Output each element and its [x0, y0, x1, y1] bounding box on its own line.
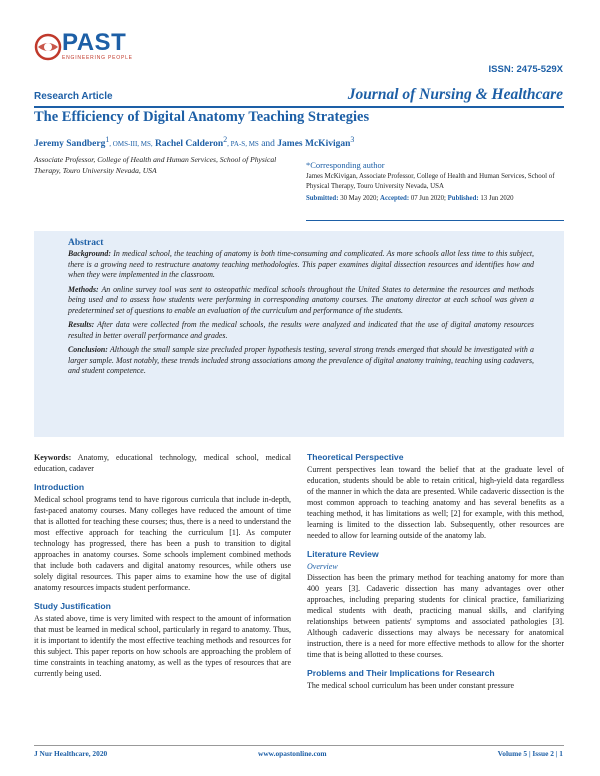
publication-dates: Submitted: 30 May 2020; Accepted: 07 Jun 2020; Published: 13 Jun 2020	[306, 195, 514, 202]
correspondence-rule	[306, 220, 564, 221]
left-column	[34, 452, 291, 687]
author-name: Jeremy Sandberg	[34, 139, 106, 150]
introduction-heading: Introduction	[34, 482, 85, 492]
header-rule	[34, 106, 564, 108]
author-credentials: , PA-S, MS	[227, 140, 259, 149]
author-credentials: , OMS-III, MS,	[109, 140, 153, 149]
abstract-box	[34, 231, 564, 437]
article-type: Research Article	[34, 91, 113, 102]
problems-heading: Problems and Their Implications for Research	[307, 668, 495, 678]
problems-text: The medical school curriculum has been under constant pressure	[307, 681, 515, 690]
study-justification-heading: Study Justification	[34, 601, 111, 611]
abstract-results: Results: After data were collected from the medical schools, the results were analyzed and indicated that the use of digital anatomy resources resulted in better overall performance and grades.	[68, 320, 534, 340]
abstract-background: Background: In medical school, the teaching of anatomy is both time-consuming and complicated. As more schools allot less time to this subject, there is a growing need to restructure anatomy teaching methodologies. This paper examines digital dissection resources and identifies how and when they were implemented in the classroom.	[68, 249, 535, 279]
abstract-heading: Abstract	[68, 238, 104, 248]
introduction-text: Medical school programs tend to have rigorous curricula that include in-depth, fast-paced anatomy courses. Many colleges have reduced the amount of time that is allotted for teaching these courses; thus, there is a need to understand the most effective approach for teaching the curriculum [1]. As computer technology has progressed, there has been a push to transition to digital approaches in anatomy courses. Some schools implement combined methods that include both cadavers and digital anatomy resources, while others use solely digital resources. This paper aims to examine how the use of digital anatomy resources impacts student performance.	[34, 495, 291, 592]
overview-subheading: Overview	[307, 562, 338, 571]
paper-title: The Efficiency of Digital Anatomy Teaching Strategies	[34, 109, 370, 125]
publisher-tagline: ENGINEERING PEOPLE	[62, 55, 133, 61]
publisher-logo-text: PAST	[62, 29, 127, 56]
literature-review-text: Dissection has been the primary method for teaching anatomy for more than 400 years [3]. Cadaveric dissection has many advantages over other approaches, including preparing students for clinical practice, familiarizing medical students with death, practicing manual skills, and clarifying relationships between patients' symptoms and associated pathologies [3]. Although cadaveric dissections may always be necessary for anatomical instruction, there is a need for more effective methods to allow for the shorter time that is being allotted to these courses.	[307, 573, 564, 659]
footer-rule	[34, 745, 564, 746]
correspondence-block	[306, 160, 564, 202]
publisher-logo-globe-icon	[34, 33, 62, 61]
corresponding-author-text: James McKivigan, Associate Professor, College of Health and Human Services, School of Physical Therapy, Touro University Nevada, USA	[306, 173, 555, 190]
author-list: Jeremy Sandberg$^1$, OMS-III, MS, Rachel Calderon$^2$, PA-S, MS and James McKivigan$^3$	[34, 135, 355, 150]
study-justification-text: As stated above, time is very limited with respect to the amount of information that must be learned in medical school, particularly in regard to anatomy. Thus, it is important to identify the most effective teaching methods and resources for this subject. This paper reports on how schools are approaching the problem of time constraints in teaching anatomy, as well as the types of resources that are currently being used.	[34, 614, 291, 678]
issn: ISSN: 2475-529X	[488, 64, 563, 75]
author-name: James McKivigan	[277, 139, 351, 150]
abstract-methods: Methods: An online survey tool was sent to osteopathic medical schools throughout the United States to determine the resources and methods being used and to assess how students were performing in corresponding anatomy courses. The anatomy director at each school was given a predetermined set of questions to enable an evaluation of the curriculum and performance of the students.	[68, 284, 534, 315]
theoretical-perspective-text: Current perspectives lean toward the belief that at the graduate level of education, students should be able to retain critical, high-yield data regardless of the manner in which the data are presented. While cadaveric dissection is the most common approach to teaching anatomy and has several benefits as a teaching method, it has limitations as well; [2] for example, with this method, learning is limited to the dissection lab. Subsequently, other resources are needed to allow for learning outside of the anatomy lab.	[307, 465, 564, 540]
keywords: Keywords: Anatomy, educational technology, medical school, medical education, cadaver	[34, 453, 291, 473]
affiliation: Associate Professor, College of Health and Human Services, School of Physical Therapy, Touro University Nevada, USA	[34, 155, 277, 175]
author-name: Rachel Calderon	[155, 139, 224, 150]
journal-name: Journal of Nursing & Healthcare	[347, 86, 563, 103]
right-column	[307, 452, 564, 699]
footer-citation: J Nur Healthcare, 2020	[34, 749, 108, 758]
abstract-conclusion: Conclusion: Although the small sample size precluded proper hypothesis testing, several strong trends emerged that should be investigated with a larger sample. Most notably, these trends included strong associations among the prevalence of digital anatomy training, teaching using cadavers, and student competence.	[68, 345, 534, 375]
footer-volume: Volume 5 | Issue 2 | 1	[497, 749, 563, 758]
corresponding-author-heading: *Corresponding author	[306, 160, 385, 170]
footer-website-link[interactable]: www.opastonline.com	[258, 749, 327, 758]
literature-review-heading: Literature Review	[307, 549, 379, 559]
theoretical-perspective-heading: Theoretical Perspective	[307, 452, 404, 462]
